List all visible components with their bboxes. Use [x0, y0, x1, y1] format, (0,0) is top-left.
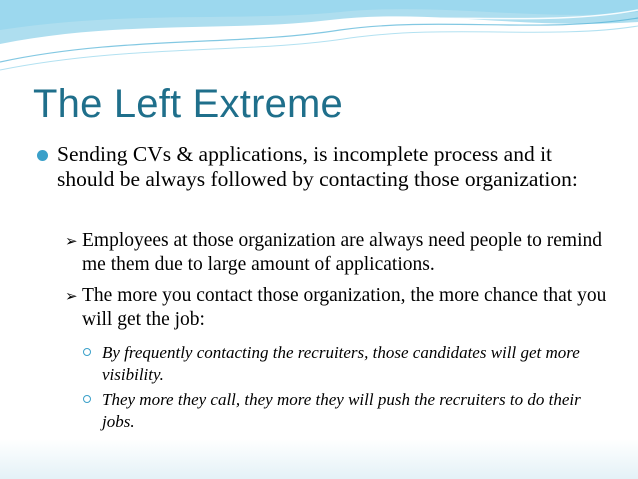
- bullet-level3: [102, 342, 602, 386]
- footer-fade-decoration: [0, 439, 638, 479]
- bullet-level3: [102, 389, 602, 433]
- arrow-bullet-icon: ➢: [65, 287, 78, 305]
- bullet-level2: [65, 284, 610, 332]
- bullet-level1: [57, 142, 607, 192]
- slide-title: The Left Extreme: [33, 82, 343, 126]
- bullet-text: They more they call, they more they will push the recruiters to do their jobs.: [102, 390, 581, 431]
- bullet-level2: [65, 229, 610, 277]
- bullet-text: By frequently contacting the recruiters, those candidates will get more visibility.: [102, 343, 580, 384]
- bullet-text: Sending CVs & applications, is incomplete process and it should be always followed by contacting those organization:: [57, 142, 578, 191]
- arrow-bullet-icon: ➢: [65, 232, 78, 250]
- bullet-text: The more you contact those organization, the more chance that you will get the job:: [82, 285, 607, 330]
- bullet-text: Employees at those organization are always need people to remind me them due to large amount of applications.: [82, 230, 603, 275]
- header-wave-decoration: [0, 0, 638, 90]
- filled-circle-bullet-icon: [37, 150, 48, 161]
- hollow-circle-bullet-icon: [83, 395, 91, 403]
- hollow-circle-bullet-icon: [83, 348, 91, 356]
